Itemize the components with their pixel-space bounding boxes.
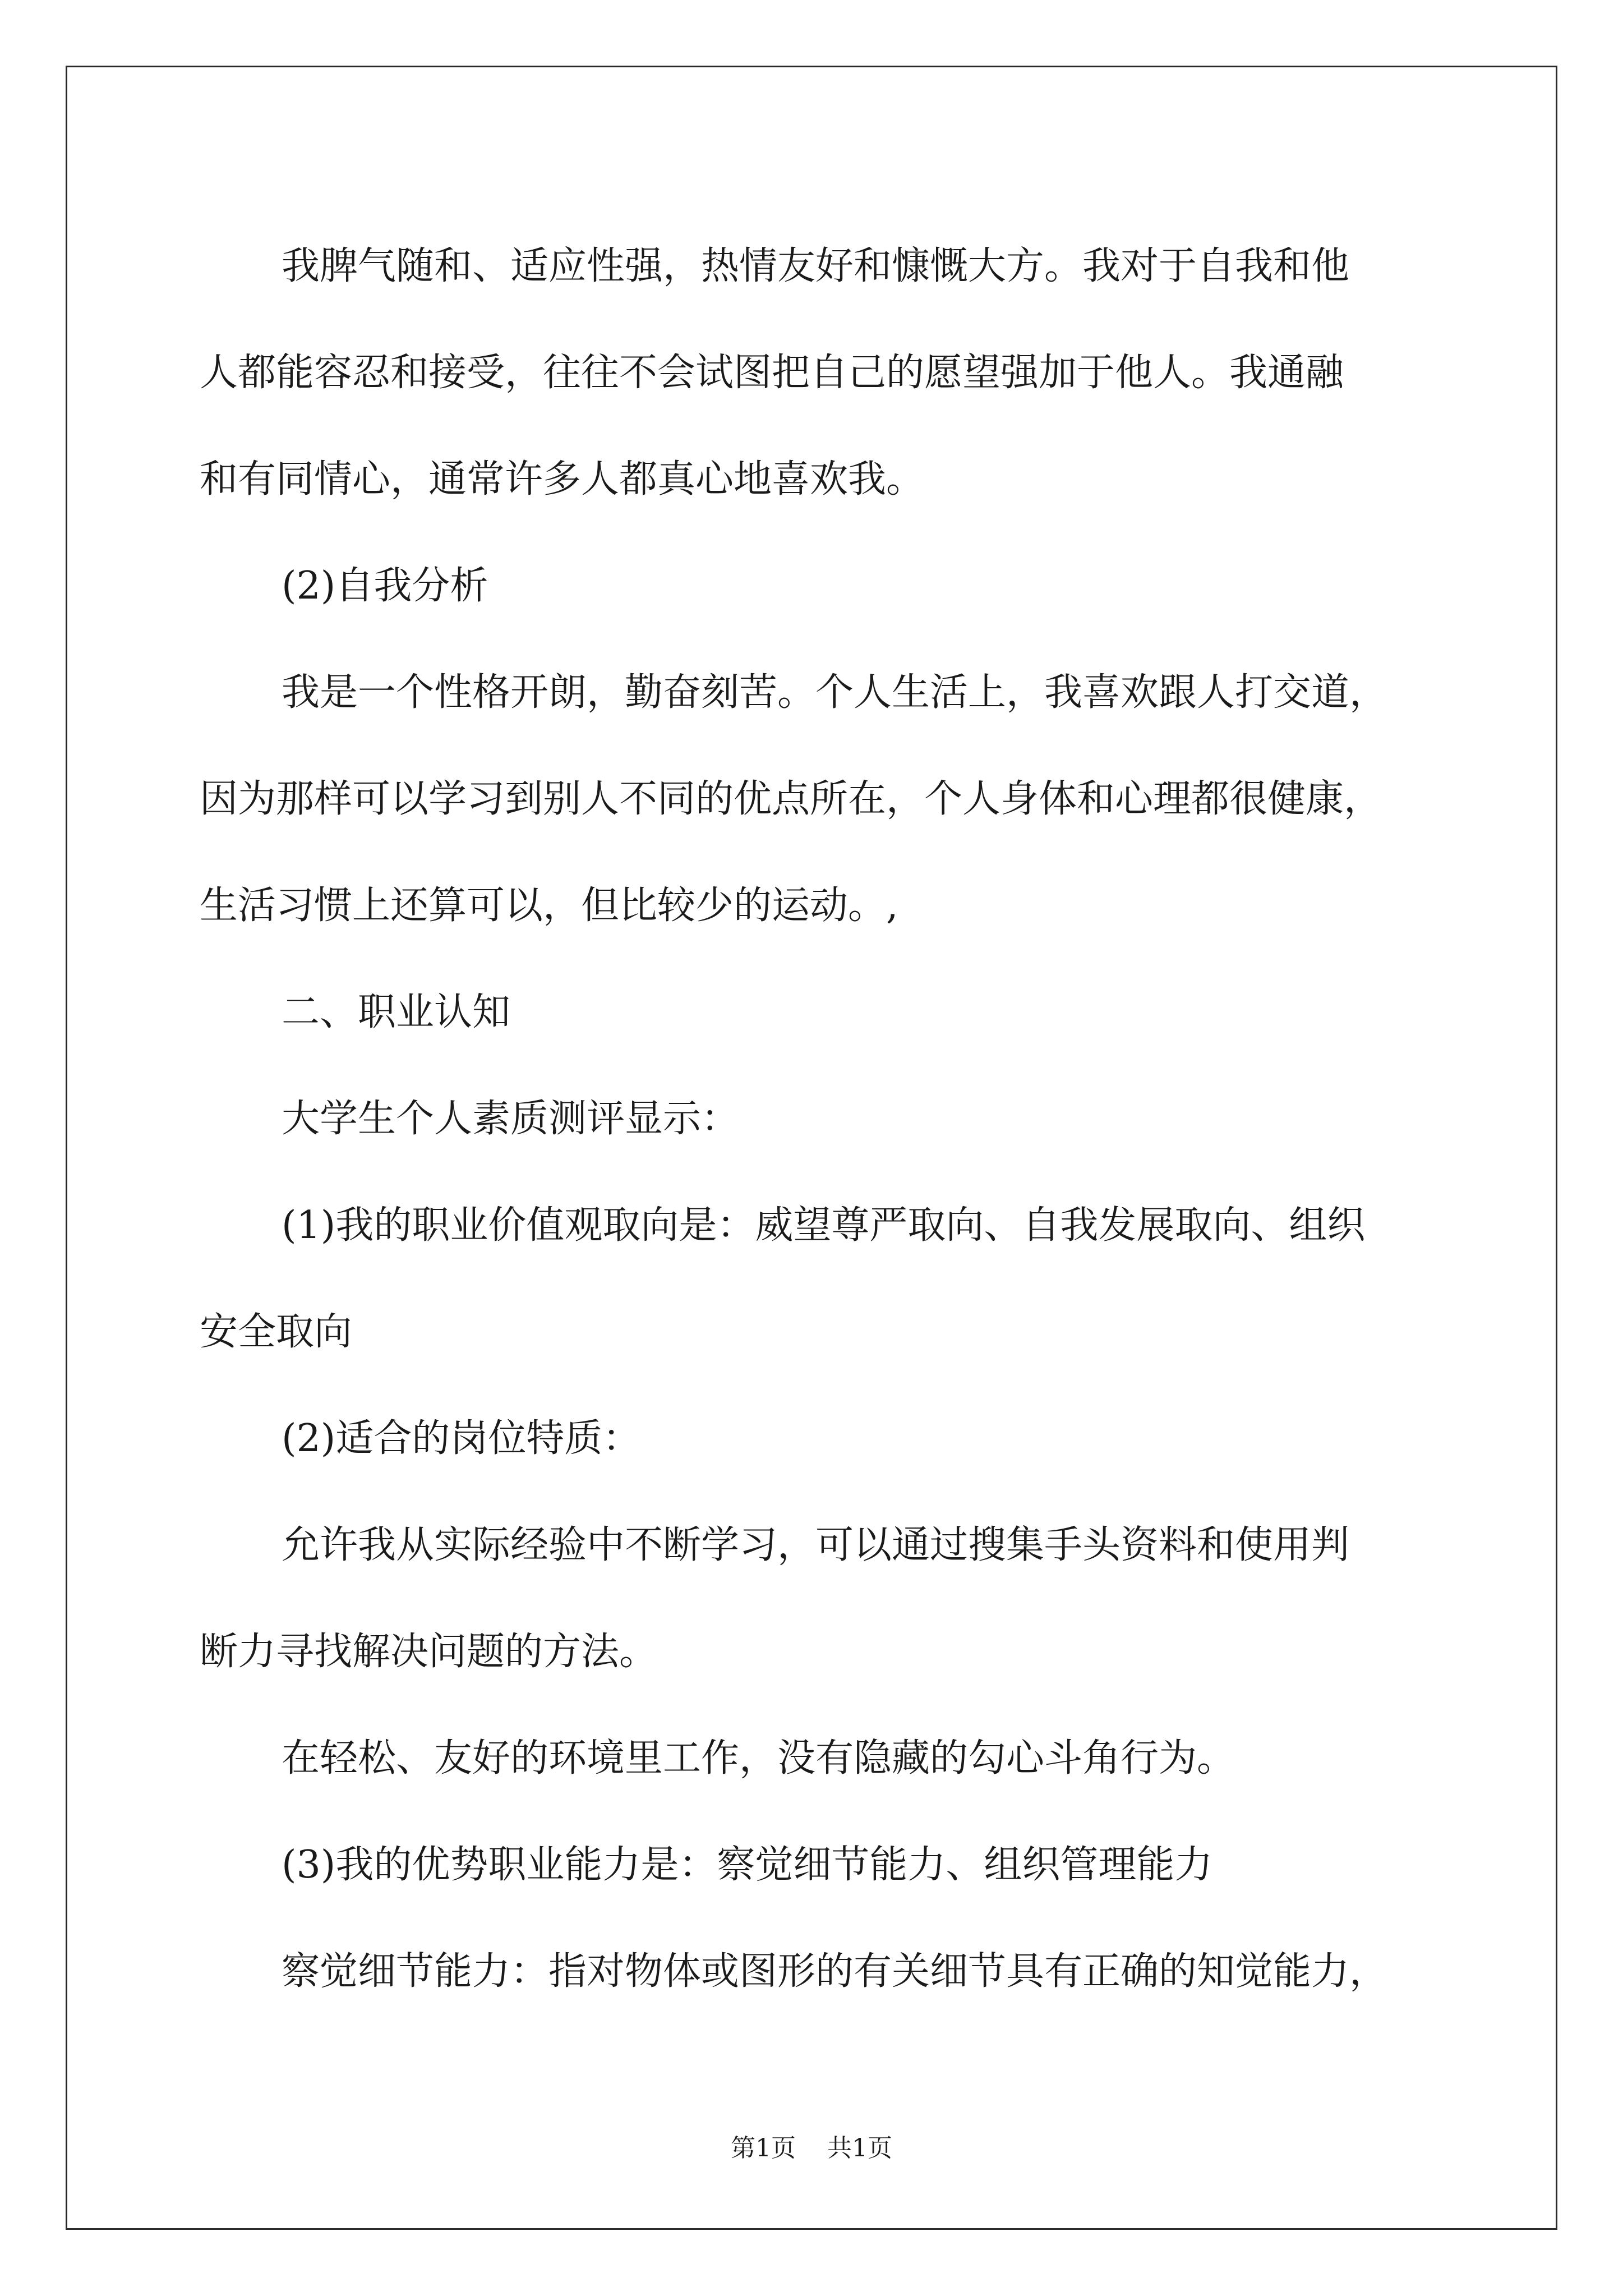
text-line: (2)适合的岗位特质： (282, 1416, 641, 1461)
page-footer (0, 2132, 1623, 2165)
text-line: 生活习惯上还算可以，但比较少的运动。, (200, 884, 898, 928)
text-line: 二、职业认知 (282, 990, 511, 1034)
text-line: 我是一个性格开朗，勤奋刻苦。个人生活上，我喜欢跟人打交道， (282, 670, 1388, 715)
text-line: 断力寻找解决问题的方法。 (200, 1630, 658, 1674)
page-number: 第1页 (731, 2134, 796, 2162)
text-line: 人都能容忍和接受，往往不会试图把自己的愿望强加于他人。我通融 (200, 351, 1344, 395)
text-line: 和有同情心，通常许多人都真心地喜欢我。 (200, 457, 925, 501)
text-line: (2)自我分析 (282, 564, 488, 608)
document-body (200, 213, 1433, 2025)
text-line: (1)我的职业价值观取向是：威望尊严取向、自我发展取向、组织 (282, 1203, 1366, 1248)
text-line: (3)我的优势职业能力是：察觉细节能力、组织管理能力 (282, 1843, 1213, 1887)
text-line: 大学生个人素质测评显示： (282, 1097, 740, 1141)
text-line: 安全取向 (200, 1310, 353, 1354)
page-total: 共1页 (827, 2134, 892, 2162)
text-line: 允许我从实际经验中不断学习，可以通过搜集手头资料和使用判 (282, 1523, 1350, 1567)
text-line: 在轻松、友好的环境里工作，没有隐藏的勾心斗角行为。 (282, 1736, 1235, 1780)
text-line: 因为那样可以学习到别人不同的优点所在，个人身体和心理都很健康， (200, 777, 1382, 821)
text-line: 我脾气随和、适应性强，热情友好和慷慨大方。我对于自我和他 (282, 244, 1350, 288)
text-line: 察觉细节能力：指对物体或图形的有关细节具有正确的知觉能力， (282, 1949, 1388, 1994)
